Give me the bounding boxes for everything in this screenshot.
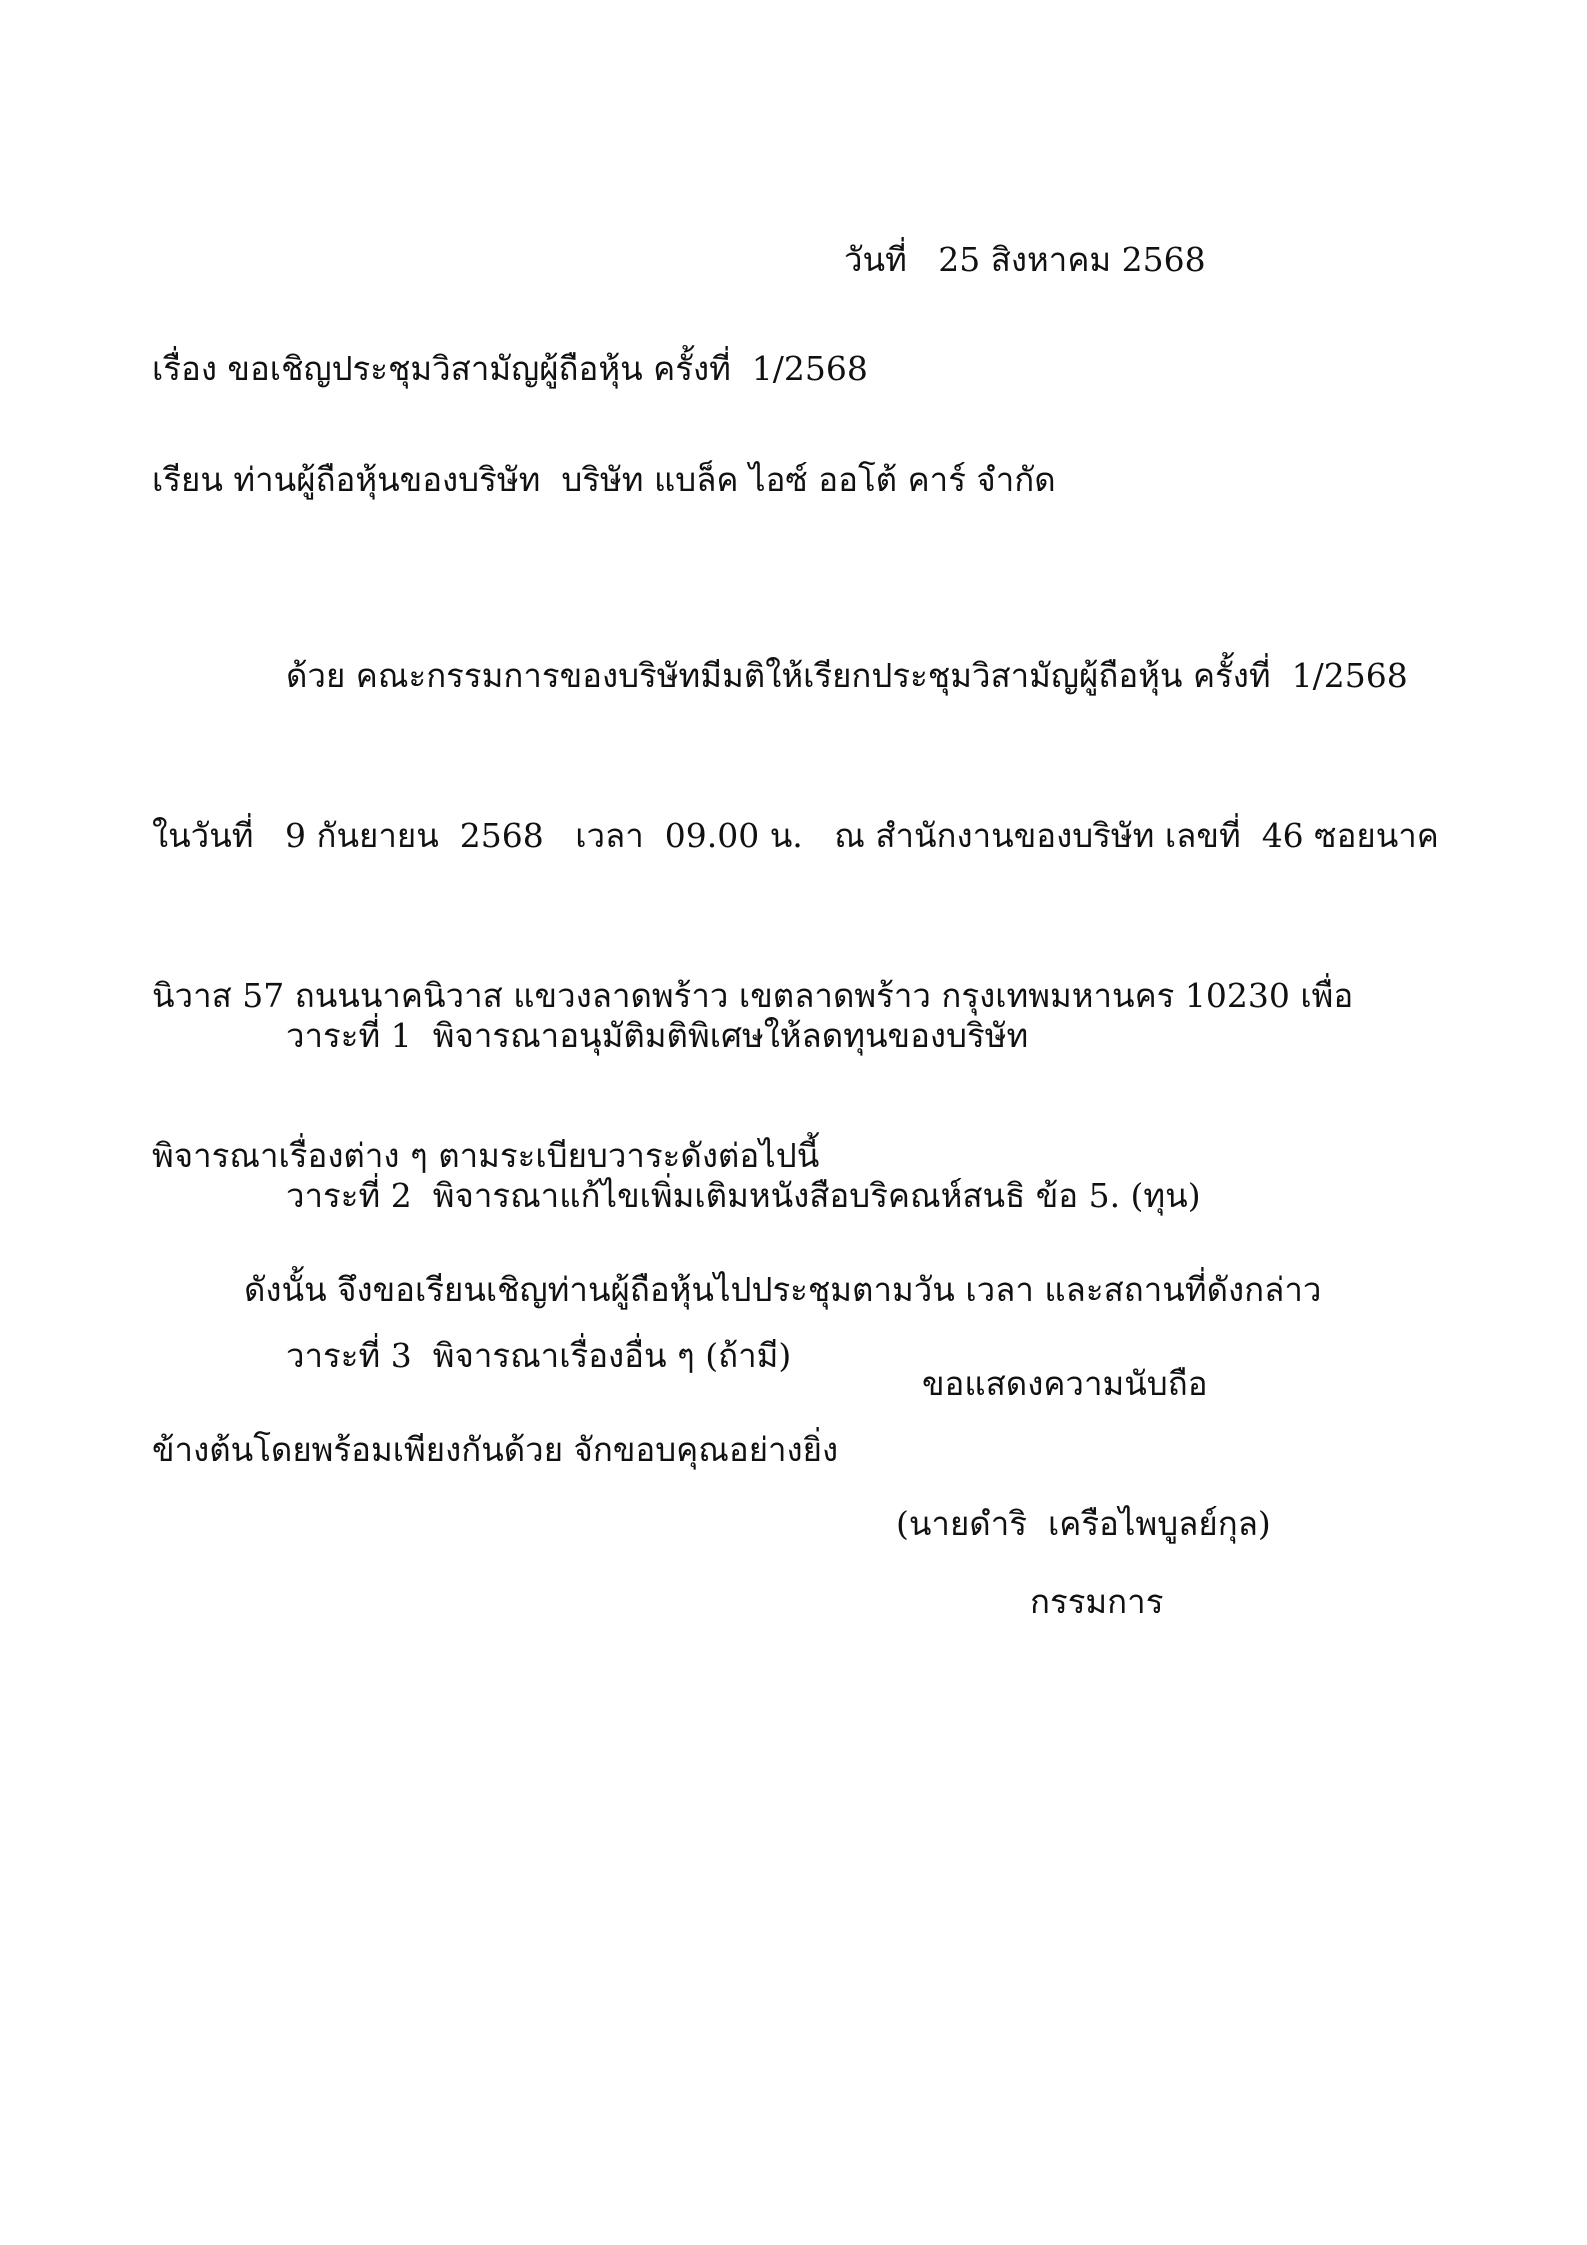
agenda-item: วาระที่ 3 พิจารณาเรื่องอื่น ๆ (ถ้ามี): [286, 1336, 792, 1375]
closing-line: ข้างต้นโดยพร้อมเพียงกันด้วย จักขอบคุณอย่างยิ่ง: [152, 1430, 839, 1469]
body-line: นิวาส 57 ถนนนาคนิวาส แขวงลาดพร้าว เขตลาดพร้าว กรุงเทพมหานคร 10230 เพื่อ: [152, 976, 1354, 1015]
closing-regards: ขอแสดงความนับถือ: [922, 1364, 1208, 1403]
agenda-item: วาระที่ 2 พิจารณาแก้ไขเพิ่มเติมหนังสือบริคณห์สนธิ ข้อ 5. (ทุน): [286, 1176, 1201, 1215]
agenda-item: วาระที่ 1 พิจารณาอนุมัติมติพิเศษให้ลดทุนของบริษัท: [286, 1016, 1029, 1055]
body-line: ในวันที่ 9 กันยายน 2568 เวลา 09.00 น. ณ สำนักงานของบริษัท เลขที่ 46 ซอยนาค: [152, 816, 1439, 855]
signer-position: กรรมการ: [1030, 1582, 1164, 1621]
letter-date: วันที่ 25 สิงหาคม 2568: [844, 240, 1206, 279]
body-line: พิจารณาเรื่องต่าง ๆ ตามระเบียบวาระดังต่อไปนี้: [152, 1136, 820, 1175]
letter-recipient: เรียน ท่านผู้ถือหุ้นของบริษัท บริษัท แบล็ค ไอซ์ ออโต้ คาร์ จำกัด: [152, 460, 1056, 499]
signer-name: (นายดำริ เครือไพบูลย์กุล): [896, 1504, 1271, 1543]
body-line: ด้วย คณะกรรมการของบริษัทมีมติให้เรียกประชุมวิสามัญผู้ถือหุ้น ครั้งที่ 1/2568: [286, 656, 1408, 695]
letter-subject: เรื่อง ขอเชิญประชุมวิสามัญผู้ถือหุ้น ครั้งที่ 1/2568: [152, 349, 868, 388]
closing-line: ดังนั้น จึงขอเรียนเชิญท่านผู้ถือหุ้นไปประชุมตามวัน เวลา และสถานที่ดังกล่าว: [244, 1270, 1322, 1309]
